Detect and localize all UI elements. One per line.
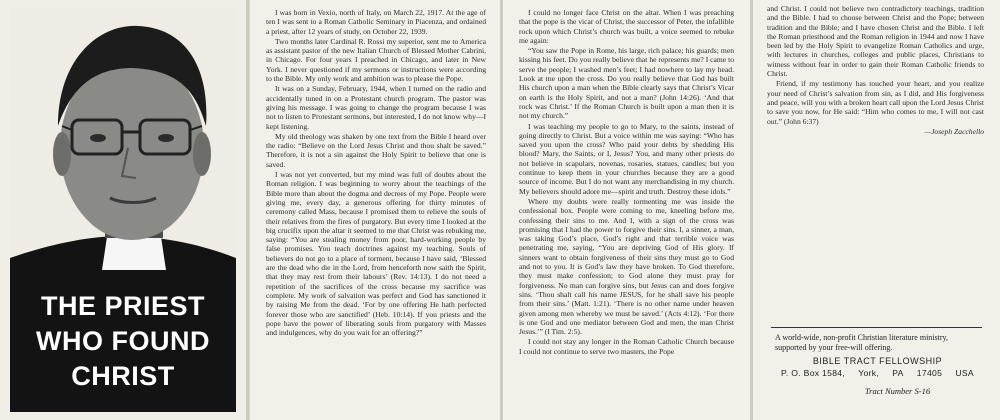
panel-2-text — [266, 8, 486, 338]
fold-line — [246, 0, 249, 420]
paragraph: and Christ. I could not believe two contradictory teachings, tradition and the Bible. I had to choose between Christ and the Pope; between tradition and the Bible; and I have chosen Christ and the Bible. I left the Roman priesthood and the Roman religion in 1944 and now I have been led by the Holy Spirit to evangelize Roman Catholics and urge, with lectures in churches, colleges and public places, Christians to witness without fear in order to gain their Roman Catholic friends to Christ. — [767, 4, 984, 79]
tract-number: Tract Number S-16 — [864, 386, 931, 396]
city: York, — [858, 368, 880, 378]
zip: 17405 — [916, 368, 943, 378]
publisher-name: BIBLE TRACT FELLOWSHIP — [812, 356, 943, 366]
po-box: P. O. Box 1584, — [781, 368, 846, 378]
paragraph: I was born in Vexio, north of Italy, on March 22, 1917. At the age of ten I was sent to a Roman Catholic Seminary in Piacenza, and ordained a priest, after 12 years of study, on October 22, 1939. — [266, 8, 486, 36]
paragraph: It was on a Sunday, February, 1944, when I turned on the radio and accidentally tuned in on a Protestant church program. The pastor was giving his message. I was going to change the program because I was not to listen to Protestant sermons, but interested, I do not know why—I kept listening. — [266, 84, 486, 131]
paragraph: I was not yet converted, but my mind was full of doubts about the Roman religion. I was beginning to worry about the teachings of the Bible more than about the dogma and decrees of my Pope. People were giving me, every day, a generous offering for thirty minutes of ceremony called Mass, because I promised them to relieve the souls of their relatives from the fires of purgatory. But every time I looked at the big crucifix upon the altar it seemed to me that Christ was rebuking me, saying: “You are stealing money from poor, hard-working people by false promises. You teach doctrines against my teaching. Souls of believers do not go to a place of torment, because I have said, ‘Blessed are the dead who die in the Lord, from henceforth now saith the Spirit, that they may rest from their labours’ (Rev. 14:13). I do not need a repetition of the sacrifices of the cross because my sacrifice was complete. My work of salvation was perfect and God has sanctioned it by raising Me from the dead. ‘For by one offering He hath perfected forever those who are sanctified’ (Heb. 10:14). If you priests and the pope have the power of liberating souls from purgatory with Masses and indulgences, why do you wait for an offering?” — [266, 170, 486, 338]
cover-title-line-2: WHO FOUND — [36, 326, 210, 356]
paragraph: My old theology was shaken by one text from the Bible I heard over the radio: “Believe on the Lord Jesus Christ and thou shalt be saved.” Therefore, it is not a sin against the Holy Spirit to believe that one is saved. — [266, 131, 486, 169]
cover-panel — [0, 0, 246, 420]
country: USA — [955, 368, 974, 378]
publisher-footer — [775, 333, 980, 396]
ministry-description: A world-wide, non-profit Christian literature ministry, supported by your free-will offering. — [775, 333, 949, 352]
testimony-panel-2 — [503, 0, 750, 420]
paragraph: Where my doubts were really tormenting me was inside the confessional box. People were coming to me, kneeling before me, confessing their sins to me. And I, with a sign of the cross was promising that I had the power to forgive their sins. I, a sinner, a man, was taking God’s place, God’s right and that terrible voice was penetrating me, saying, “You are depriving God of His glory. If sinners want to obtain forgiveness of their sins they must go to God and not to you. It is God’s law they have broken. To God therefore, they must make confession; to God alone they must pray for forgiveness. No man can forgive sins, but Jesus can and does forgive sins. ‘Thou shalt call his name JESUS, for he shall save his people from their sins.’ (Matt. 1:21). ‘There is no other name under heaven given among men whereby we must be saved.’ (Acts 4:12). ‘For there is one God and one mediator between God and men, the man Christ Jesus.’” (I Tim. 2:5). — [519, 196, 734, 337]
paragraph: Friend, if my testimony has touched your heart, and you realize your need of Christ’s salvation from sin, as I did, and His forgiveness and peace, will you with a broken heart call upon the Lord Jesus Christ to save you now, for He said: “Him who comes to me, I will not cast out.” (John 6:37) — [767, 79, 984, 126]
paragraph: I could no longer face Christ on the altar. When I was preaching that the pope is the vicar of Christ, the successor of Peter, the infallible rock upon which Christ’s church was built, a voice seemed to rebuke me again: — [519, 8, 735, 45]
paragraph: I could not stay any longer in the Roman Catholic Church because I could not continue to serve two masters, the Pope — [519, 337, 734, 356]
panel-4-text — [767, 4, 984, 136]
cover-title-line-1: THE PRIEST — [40, 291, 206, 321]
author-signature: —Joseph Zacchello — [924, 126, 984, 136]
cover-title-line-3: CHRIST — [71, 361, 175, 391]
footer-divider — [771, 327, 982, 328]
cover-portrait — [10, 8, 236, 412]
paragraph: Two months later Cardinal R. Rossi my superior, sent me to America as assistant pastor of the new Italian Church of Blessed Mother Cabrini, in Chicago. For four years I preached in Chicago, and later in New York. I never questioned if my sermons or instructions were according to the Bible. My only work and ambition was to please the Pope. — [266, 36, 486, 84]
paragraph: “You saw the Pope in Rome, his large, rich palace; his guards; men kissing his feet. Do you really believe that he represents me? I came to serve the people; I washed men’s feet; I had nowhere to lay my head. Look at me upon the cross. Do you really believe that God has built His church upon a man when the Bible clearly says that Christ’s Vicar on earth is the Holy Spirit, and not a man? (John 14:26). ‘And that rock was Christ.’ If the Roman Church is built upon a man then it is not my church.” — [519, 46, 734, 121]
state: PA — [892, 368, 904, 378]
back-panel — [753, 0, 1000, 420]
panel-3-text — [519, 8, 734, 357]
paragraph: I was teaching my people to go to Mary, to the saints, instead of going directly to Christ. But a voice within me was saying: “Who has saved you upon the cross? Who paid your debts by shedding His blood? Mary, the Saints, or I, Jesus? You, and many other priests do not believe in scapulars, novenas, rosaries, statues, candles; but you continue to keep them in your churches because they are a good source of income. But I do not want any merchandising in my church. My believers should adore me—spirit and truth. Destroy these idols.” — [519, 121, 734, 196]
testimony-panel-1 — [250, 0, 500, 420]
publisher-address — [775, 368, 980, 378]
cover-title — [10, 289, 236, 394]
